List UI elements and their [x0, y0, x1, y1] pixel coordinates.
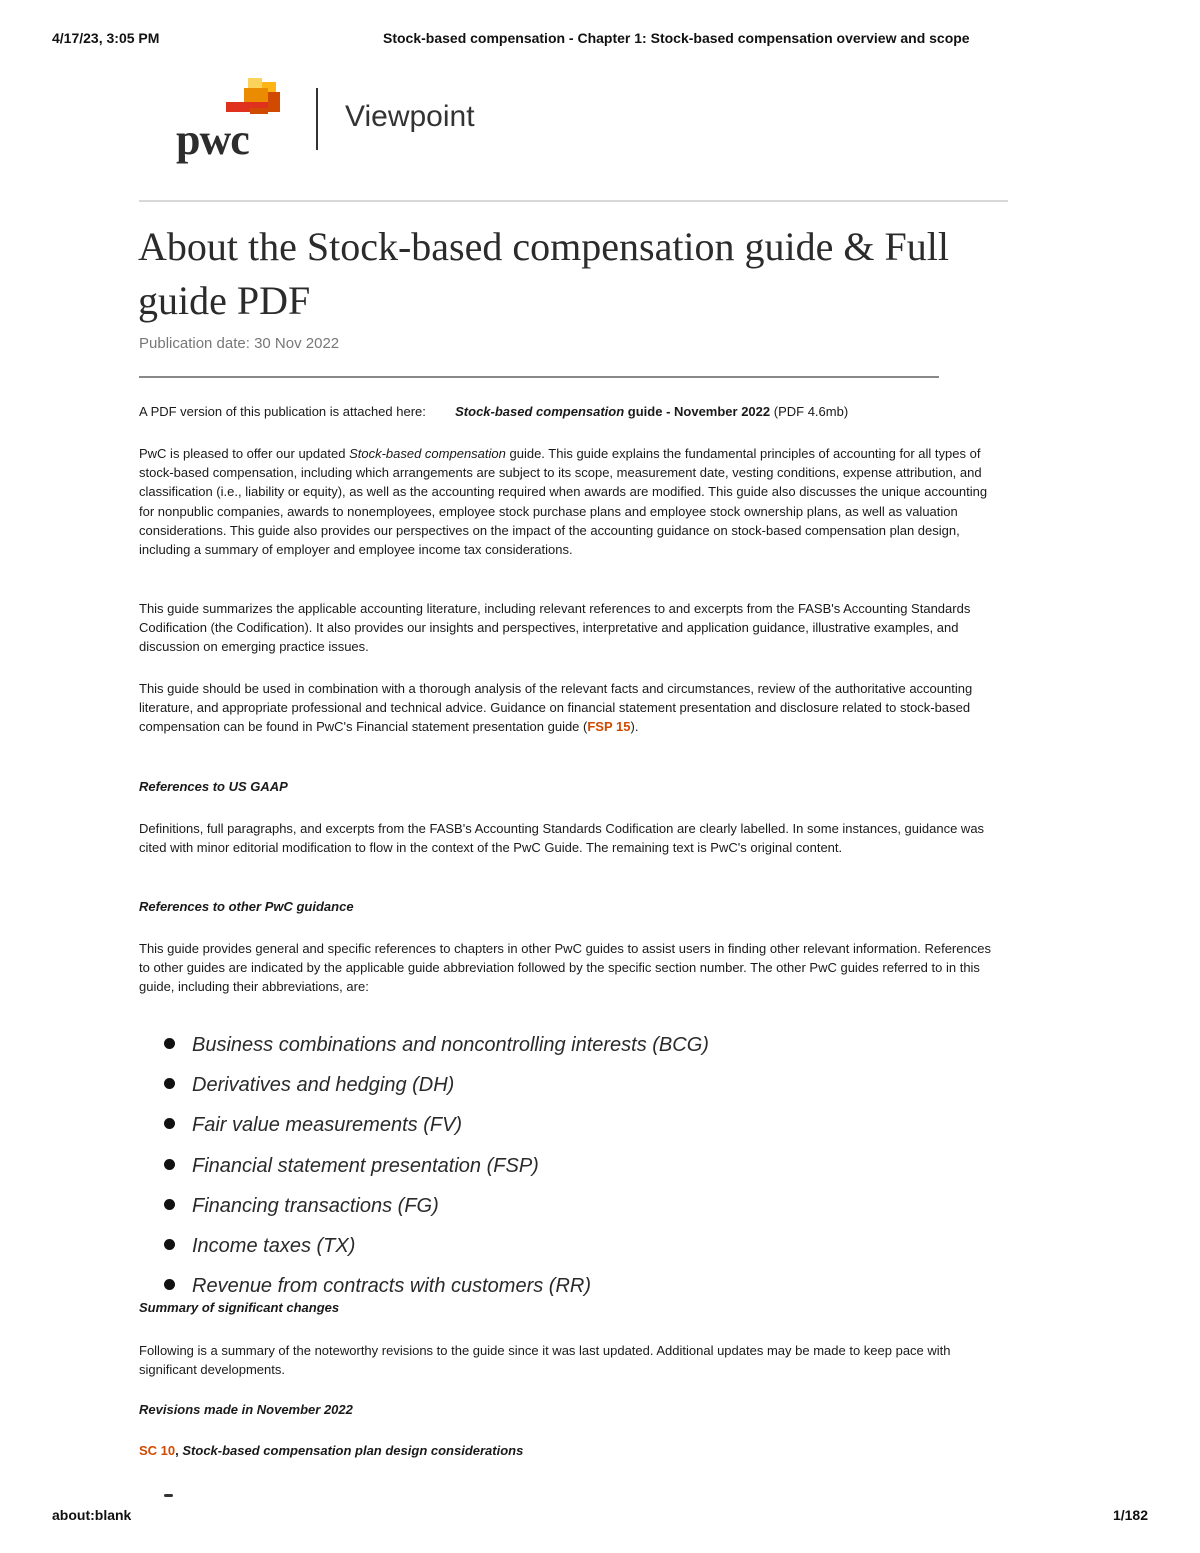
list-item [160, 1112, 709, 1152]
intro-post: guide. This guide explains the fundamental principles of accounting for all types of stock-based compensation, including which arrangements are subject to its scope, measurement date, vesting conditions, expense attribution, and classification (i.e., liability or equity), as well as the accounting required when awards are modified. This guide also discusses the unique accounting for nonpublic companies, awards to nonemployees, employee stock purchase plans and employee stock ownership plans, as well as valuation considerations. This guide also provides our perspectives on the impact of the accounting guidance on stock-based compensation plan design, including a summary of employer and employee income tax considerations. [139, 446, 988, 558]
guide-list [160, 1032, 709, 1313]
header-rule [139, 200, 1008, 202]
bullet-icon [164, 1494, 173, 1497]
print-url: about:blank [52, 1507, 132, 1523]
guide-name: Financing transactions (FG) [192, 1194, 439, 1217]
intro-italic: Stock-based compensation [349, 446, 506, 461]
publication-date: Publication date: 30 Nov 2022 [139, 335, 340, 352]
bullet-icon [164, 1078, 175, 1089]
guide-name: Revenue from contracts with customers (RR) [192, 1275, 592, 1298]
print-datetime: 4/17/23, 3:05 PM [52, 30, 160, 46]
title-rule [139, 376, 939, 378]
viewpoint-wordmark[interactable]: Viewpoint [345, 100, 475, 133]
list-item [160, 1193, 709, 1233]
bullet-icon [164, 1118, 175, 1129]
guide-name: Financial statement presentation (FSP) [192, 1154, 539, 1177]
print-doc-title: Stock-based compensation - Chapter 1: Stock-based compensation overview and scope [383, 30, 970, 46]
sc-10-link[interactable]: SC 10 [139, 1443, 176, 1458]
pdf-link-italic: Stock-based compensation [455, 404, 625, 419]
summary-body: Following is a summary of the noteworthy revisions to the guide since it was last updated. Additional updates may be made to keep pace with significant developments. [139, 1343, 951, 1378]
pdf-line-prefix: A PDF version of this publication is attached here: [139, 404, 426, 419]
bullet-icon [164, 1279, 175, 1290]
summary-heading: Summary of significant changes [139, 1300, 340, 1315]
list-item [160, 1032, 709, 1072]
list-item [160, 1153, 709, 1193]
revision-sep: , [175, 1443, 183, 1458]
guide-name: Income taxes (TX) [192, 1234, 356, 1257]
revisions-heading: Revisions made in November 2022 [139, 1402, 353, 1417]
usage-post: ). [630, 719, 639, 735]
pdf-size: (PDF 4.6mb) [770, 404, 849, 419]
bullet-icon [164, 1199, 175, 1210]
refs-other-heading: References to other PwC guidance [139, 899, 354, 914]
list-item [160, 1233, 709, 1273]
pwc-logo-text: pwc [176, 115, 249, 164]
usage-pre: This guide should be used in combination with a thorough analysis of the relevant facts and circumstances, review of the authoritative accounting literature, and appropriate professional and technical advice. Guidance on financial statement presentation and disclosure related to stock-based compensation can be found in PwC's Financial statement presentation guide ( [139, 681, 973, 735]
refs-gaap-body: Definitions, full paragraphs, and excerpts from the FASB's Accounting Standards Codification are clearly labelled. In some instances, guidance was cited with minor editorial modification to flow in the context of the PwC Guide. The remaining text is PwC's original content. [139, 821, 985, 856]
pdf-attachment-line [139, 402, 999, 421]
bullet-icon [164, 1239, 175, 1250]
guide-name: Derivatives and hedging (DH) [192, 1074, 455, 1097]
refs-gaap-heading: References to US GAAP [139, 779, 288, 794]
list-item [160, 1072, 709, 1112]
usage-paragraph [139, 679, 999, 737]
revision-title: Stock-based compensation plan design considerations [182, 1443, 524, 1458]
refs-other-body: This guide provides general and specific references to chapters in other PwC guides to assist users in finding other relevant information. References to other guides are indicated by the applicable guide abbreviation followed by the specific section number. The other PwC guides referred to in this guide, including their abbreviations, are: [139, 941, 991, 995]
page-number: 1/182 [1112, 1507, 1148, 1523]
intro-paragraph [139, 444, 999, 559]
intro-pre: PwC is pleased to offer our updated [139, 446, 350, 461]
literature-paragraph: This guide summarizes the applicable accounting literature, including relevant references to and excerpts from the FASB's Accounting Standards Codification (the Codification). It also provides our insights and perspectives, interpretative and application guidance, illustrative examples, and discussion on emerging practice issues. [139, 601, 971, 655]
guide-name: Business combinations and noncontrolling interests (BCG) [192, 1034, 709, 1056]
logo-divider [316, 88, 318, 150]
page-title: About the Stock-based compensation guide & Full guide PDF [138, 224, 949, 323]
pdf-download-link[interactable] [455, 404, 770, 419]
guide-name: Fair value measurements (FV) [192, 1114, 463, 1137]
bullet-icon [164, 1038, 175, 1049]
bullet-icon [164, 1159, 175, 1170]
pdf-link-rest: guide - November 2022 [624, 404, 771, 419]
revision-item [139, 1443, 523, 1458]
fsp-15-link[interactable]: FSP 15 [587, 719, 631, 735]
